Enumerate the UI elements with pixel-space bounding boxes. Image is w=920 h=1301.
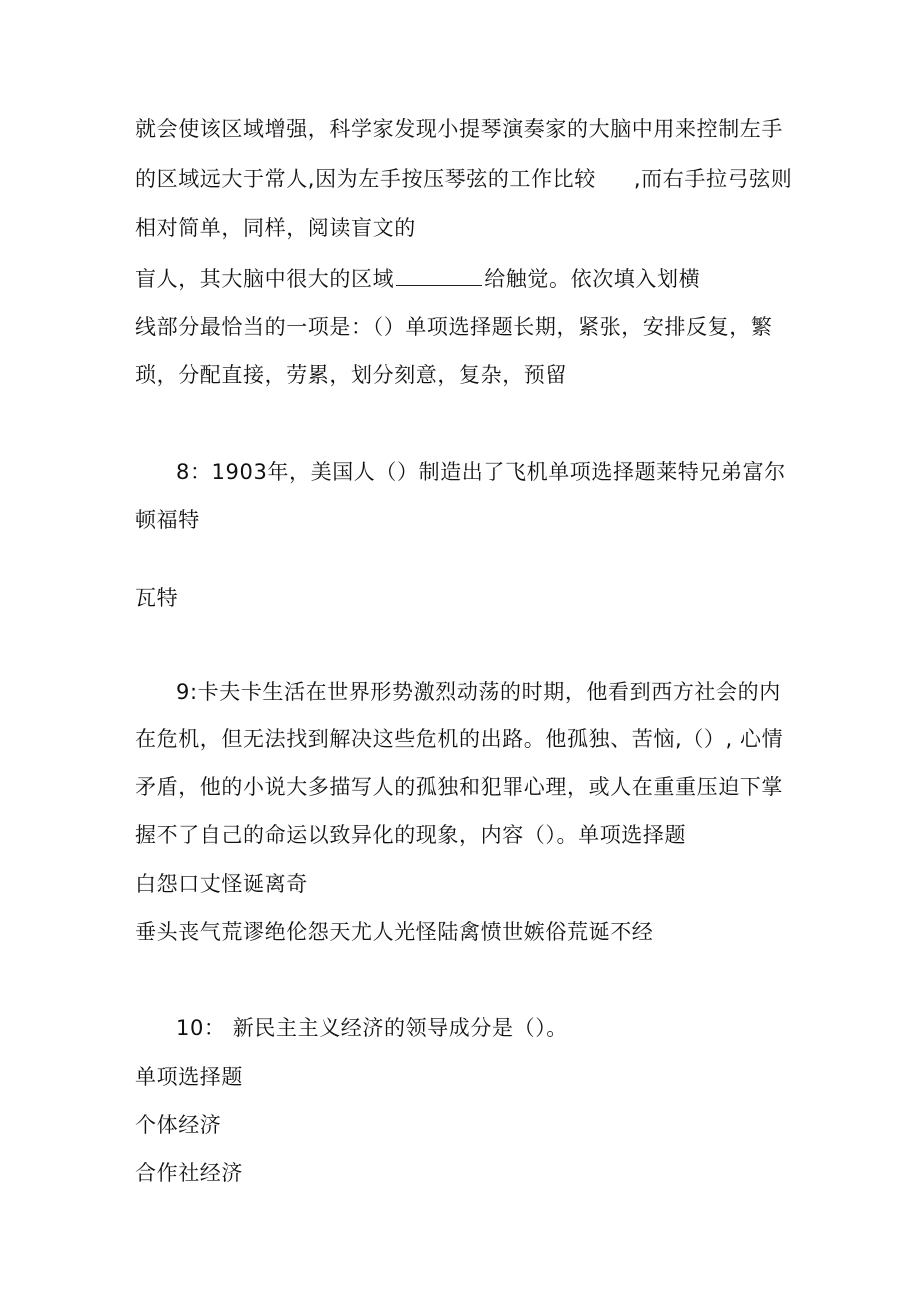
q7-line-2 <box>135 165 792 193</box>
q8-line-2: 顿福特 <box>135 508 200 532</box>
q10-line-2: 单项选择题 <box>135 1065 243 1089</box>
q8-line-1: 8：1903年，美国人（）制造出了飞机单项选择题莱特兄弟富尔 <box>176 460 786 484</box>
q9-line-4: 握不了自己的命运以致异化的现象，内容（）。单项选择题 <box>135 823 687 847</box>
q7-line-2-part-b: ,而右手拉弓弦则 <box>633 167 793 191</box>
q9-line-6: 垂头丧气荒谬绝伦怨天尤人光怪陆禽愤世嫉俗荒诞不经 <box>135 920 654 944</box>
q10-line-4: 合作社经济 <box>135 1161 243 1185</box>
q7-line-6: 琐，分配直接，劳累，划分刻意，复杂，预留 <box>135 363 567 387</box>
q9-line-5: 白怨口丈怪诞离奇 <box>135 872 308 896</box>
q9-line-1: 9:卡夫卡生活在世界形势激烈动荡的时期，他看到西方社会的内 <box>176 680 781 704</box>
q10-line-1: 10： 新民主主义经济的领导成分是（）。 <box>176 1016 568 1040</box>
q7-line-5: 线部分最恰当的一项是：（）单项选择题长期，紧张，安排反复，繁 <box>135 315 773 339</box>
q7-line-2-part-a: 的区域远大于常人,因为左手按压琴弦的工作比较 <box>135 167 596 191</box>
q10-line-3: 个体经济 <box>135 1113 222 1137</box>
q7-blank-underline <box>396 265 482 286</box>
q7-line-4-part-a: 盲人，其大脑中很大的区域 <box>135 267 395 291</box>
q7-line-1: 就会使该区域增强，科学家发现小提琴演奏家的大脑中用来控制左手 <box>135 117 783 141</box>
q7-line-4 <box>135 265 700 293</box>
q9-line-2: 在危机，但无法找到解决这些危机的出路。他孤独、苦恼,（）, 心情 <box>135 727 784 751</box>
q9-line-3: 矛盾，他的小说大多描写人的孤独和犯罪心理，或人在重重压迫下掌 <box>135 775 783 799</box>
q7-line-4-part-b: 给触觉。依次填入划横 <box>484 267 701 291</box>
q7-line-3: 相对简单，同样，阅读盲文的 <box>135 216 416 240</box>
q8-line-3: 瓦特 <box>135 586 179 610</box>
